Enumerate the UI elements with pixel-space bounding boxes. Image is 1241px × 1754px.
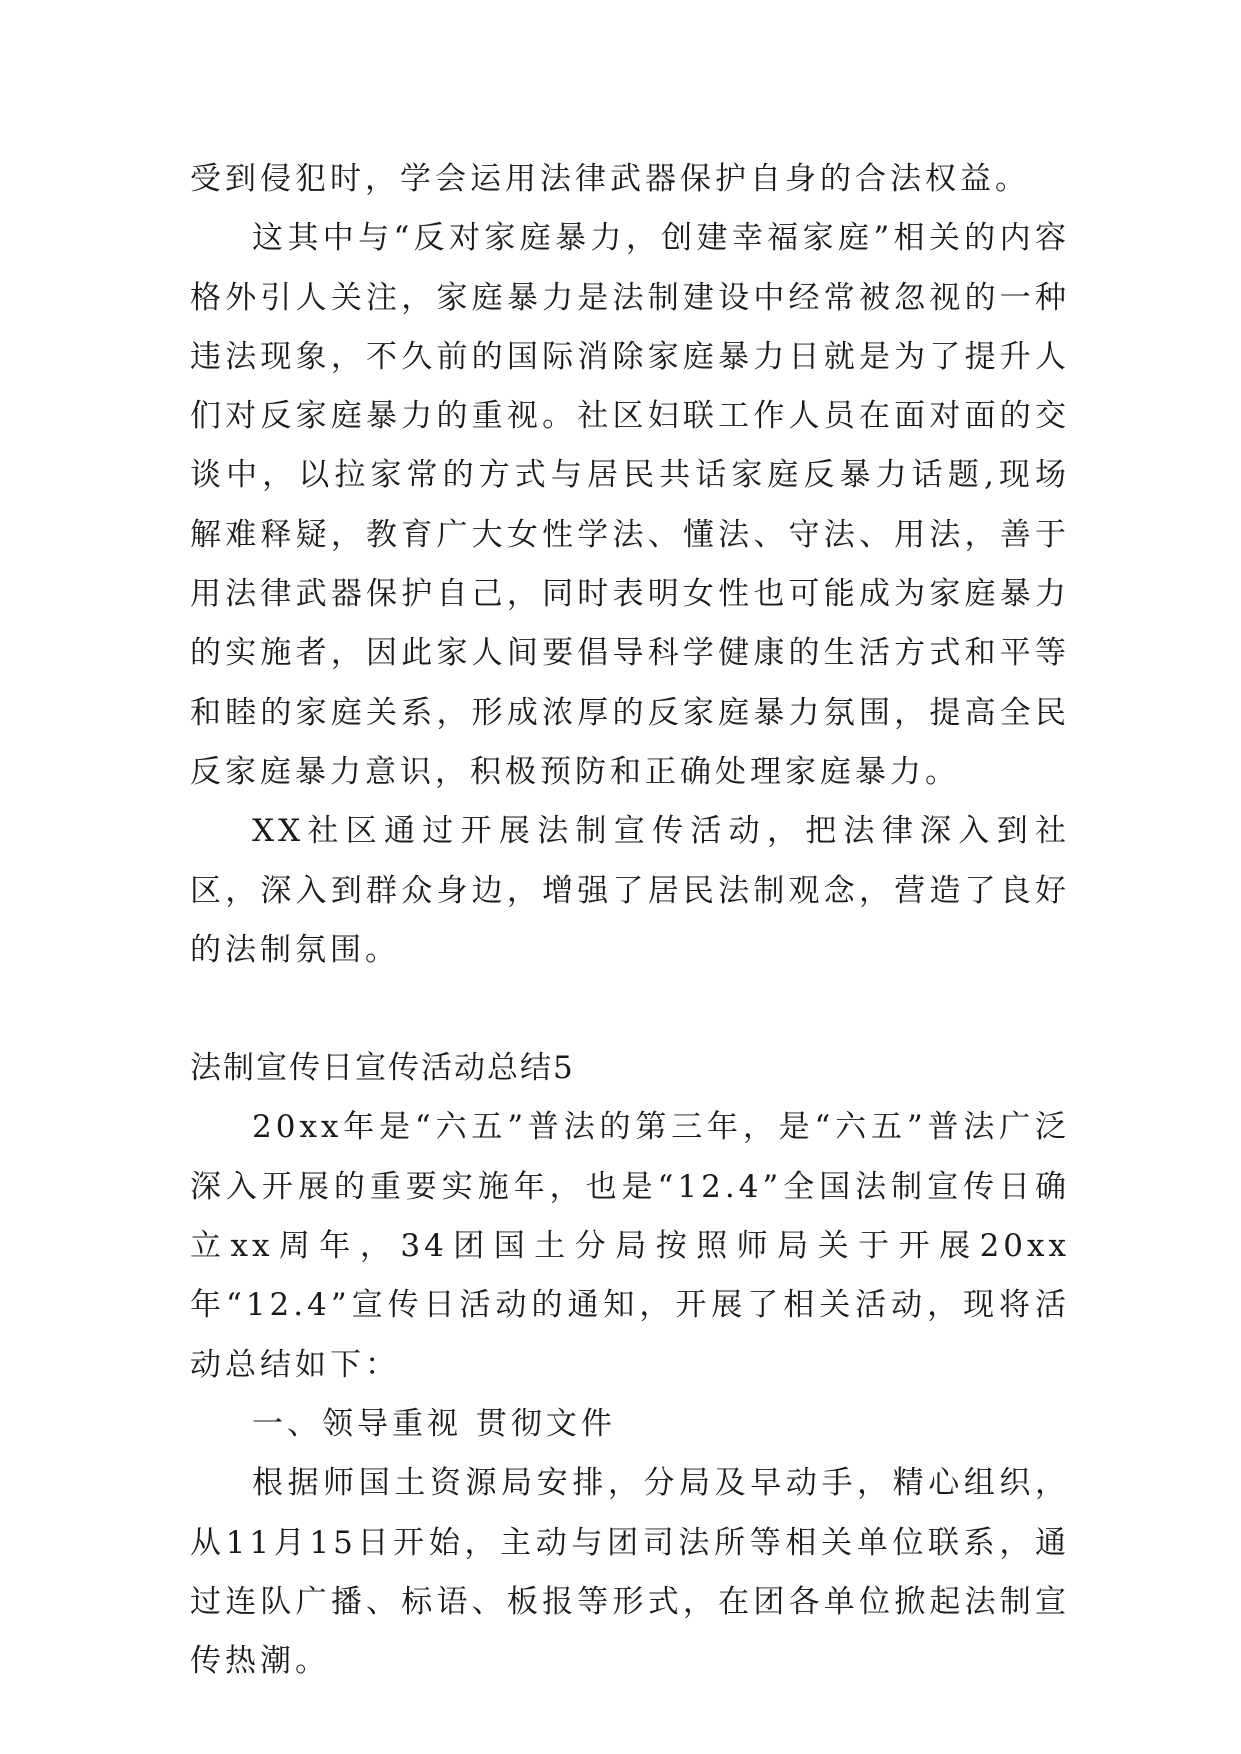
document-body <box>190 150 1070 1691</box>
paragraph-community-summary: XX社区通过开展法制宣传活动，把法律深入到社区，深入到群众身边，增强了居民法制观念，营造了良好的法制氛围。 <box>190 813 1070 968</box>
subheading-leadership: 一、领导重视 贯彻文件 <box>252 1405 616 1442</box>
paragraph-intro: 20xx年是“六五”普法的第三年，是“六五”普法广泛深入开展的重要实施年，也是“12.4”全国法制宣传日确立xx周年，34团国土分局按照师局关于开展20xx年“12.4”宣传日活动的通知，开展了相关活动，现将活动总结如下： <box>190 1109 1070 1383</box>
paragraph-continuation: 受到侵犯时，学会运用法律武器保护自身的合法权益。 <box>190 161 1030 197</box>
paragraph-domestic-violence: 这其中与“反对家庭暴力，创建幸福家庭”相关的内容格外引人关注，家庭暴力是法制建设中经常被忽视的一种违法现象，不久前的国际消除家庭暴力日就是为了提升人们对反家庭暴力的重视。社区妇联工作人员在面对面的交谈中，以拉家常的方式与居民共话家庭反暴力话题,现场解难释疑，教育广大女性学法、懂法、守法、用法，善于用法律武器保护自己，同时表明女性也可能成为家庭暴力的实施者，因此家人间要倡导科学健康的生活方式和平等和睦的家庭关系，形成浓厚的反家庭暴力氛围，提高全民反家庭暴力意识，积极预防和正确处理家庭暴力。 <box>190 220 1070 790</box>
paragraph-arrangement: 根据师国土资源局安排，分局及早动手，精心组织，从11月15日开始，主动与团司法所等相关单位联系，通过连队广播、标语、板报等形式，在团各单位掀起法制宣传热潮。 <box>190 1465 1070 1680</box>
section-title: 法制宣传日宣传活动总结5 <box>190 1050 575 1087</box>
